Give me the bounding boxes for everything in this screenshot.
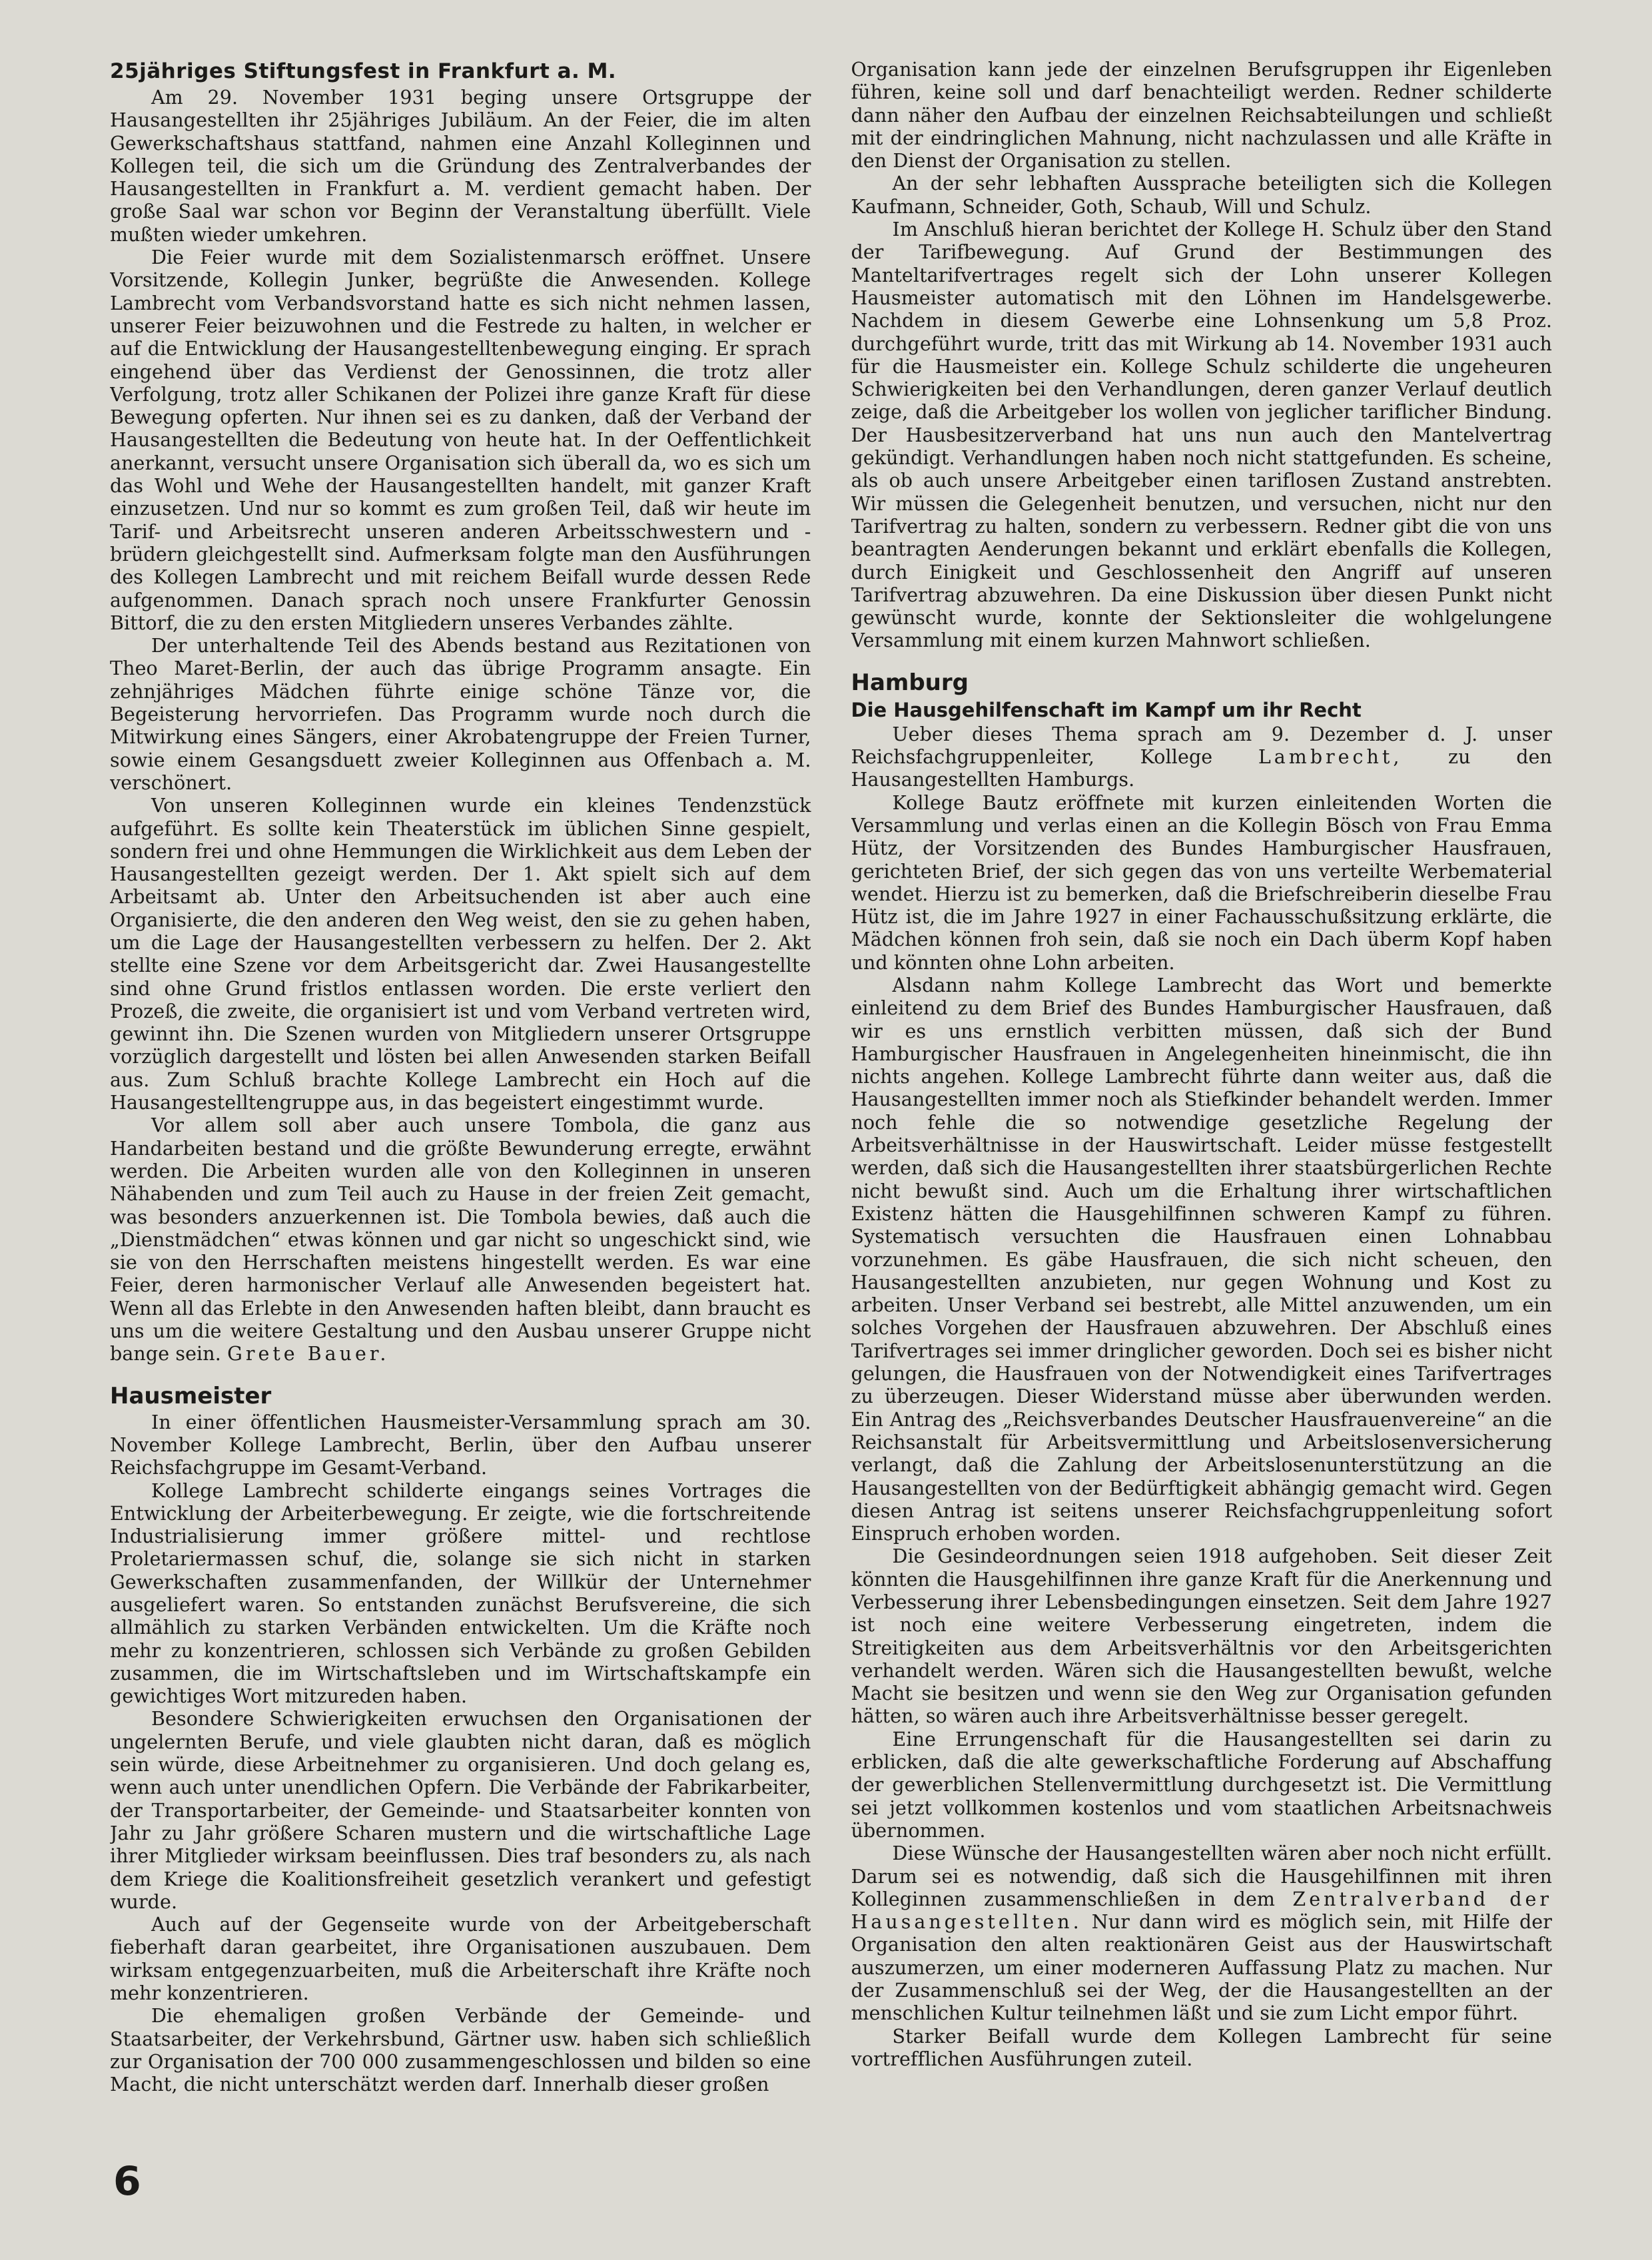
author-signature: Grete Bauer. [227,1343,390,1365]
paragraph [851,723,1553,792]
paragraph-text: Diese Wünsche der Hausangestellten wären aber noch nicht erfüllt. Darum sei es notwendig, daß sich die Hausgehilfinnen mit ihren Kolleginnen zusammenschließen in dem [851,1842,1552,1910]
spaced-name: Lambrecht, [1258,746,1403,769]
right-column [851,59,1553,2163]
paragraph: Kollege Bautz eröffnete mit kurzen einleitenden Worten die Versammlung und verlas einen an die Kollegin Bösch von Frau Emma Hütz, der Vorsitzenden des Bundes Hamburgischer Hausfrauen, gerichteten Brief, der sich gegen das von uns verteilte Werbematerial wendet. Hierzu ist zu bemerken, daß die Briefschreiberin dieselbe Frau Hütz ist, die im Jahre 1927 in einer Fachausschußsitzung erklärte, die Mädchen können froh sein, daß sie noch ein Dach überm Kopf haben und könnten ohne Lohn arbeiten. [851,791,1552,974]
paragraph-text: Nur dann wird es möglich sein, mit Hilfe der Organisation den alten reaktionären Geist aus der Hauswirtschaft auszumerzen, um einer moderneren Auffassung Platz zu machen. Nur der Zusammenschluß sei der Weg, der die Hausangestellten an der menschlichen Kultur teilnehmen läßt und sie zum Licht empor führt. [851,1911,1552,2025]
paragraph-continued: Organisation kann jede der einzelnen Berufsgruppen ihr Eigenleben führen, keine soll und darf benachteiligt werden. Redner schilderte dann näher den Aufbau der einzelnen Reichsabteilungen und schließt mit der eindringlichen Mahnung, nicht nachzulassen und alle Kräfte in den Dienst der Organisation zu stellen. [851,59,1552,173]
left-column [110,59,811,2163]
paragraph: Eine Errungenschaft für die Hausangestellten sei darin zu erblicken, daß die alte gewerkschaftliche Forderung auf Abschaffung der gewerblichen Stellenvermittlung durchgesetzt ist. Die Vermittlung sei jetzt vollkommen kostenlos und vom staatlichen Arbeitsnachweis übernommen. [851,1728,1552,1842]
paragraph: Auch auf der Gegenseite wurde von der Arbeitgeberschaft fieberhaft daran gearbeitet, ihre Organisationen auszubauen. Dem wirksam entgegenzuarbeiten, muß die Arbeiterschaft ihre Kräfte noch mehr konzentrieren. [110,1914,811,2005]
paragraph: Von unseren Kolleginnen wurde ein kleines Tendenzstück aufgeführt. Es sollte kein Theaterstück im üblichen Sinne gespielt, sondern frei und ohne Hemmungen die Wirklichkeit aus dem Leben der Hausangestellten gezeigt werden. Der 1. Akt spielt sich auf dem Arbeitsamt ab. Unter den Arbeitsuchenden ist aber auch eine Organisierte, die den anderen den Weg weist, den sie zu gehen haben, um die Lage der Hausangestellten verbessern zu helfen. Der 2. Akt stellte eine Szene vor dem Arbeitsgericht dar. Zwei Hausangestellte sind ohne Grund fristlos entlassen worden. Die erste verliert den Prozeß, die zweite, die organisiert ist und vom Verband vertreten wird, gewinnt ihn. Die Szenen wurden von Mitgliedern unserer Ortsgruppe vorzüglich dargestellt und lösten bei allen Anwesenden starken Beifall aus. Zum Schluß brachte Kollege Lambrecht ein Hoch auf die Hausangestelltengruppe aus, in das begeistert eingestimmt wurde. [110,795,811,1114]
paragraph-text: Vor allem soll aber auch unsere Tombola, die ganz aus Handarbeiten bestand und die größte Bewunderung erregte, erwähnt werden. Die Arbeiten wurden alle von den Kolleginnen in unseren Nähabenden und zum Teil auch zu Hause in der freien Zeit gemacht, was besonders anzuerkennen ist. Die Tombola bewies, daß auch die „Dienstmädchen“ etwas können und gar nicht so ungeschickt sind, wie sie von den Herrschaften meistens hingestellt werden. Es war eine Feier, deren harmonischer Verlauf alle Anwesenden begeistert hat. Wenn all das Erlebte in den Anwesenden haften bleibt, dann braucht es uns um die weitere Gestaltung und den Ausbau unserer Gruppe nicht bange sein. [110,1114,811,1365]
paragraph: Der unterhaltende Teil des Abends bestand aus Rezitationen von Theo Maret-Berlin, der auch das übrige Programm ansagte. Ein zehnjähriges Mädchen führte einige schöne Tänze vor, die Begeisterung hervorriefen. Das Programm wurde noch durch die Mitwirkung eines Sängers, einer Akrobatengruppe der Freien Turner, sowie einem Gesangsduett zweier Kolleginnen aus Offenbach a. M. verschönert. [110,635,811,794]
paragraph [851,1842,1553,2025]
spaced-organisation-name: Zentralverband der Hausangestellten. [851,1888,1552,1934]
paragraph: Am 29. November 1931 beging unsere Ortsgruppe der Hausangestellten ihr 25jähriges Jubiläum. An der Feier, die im alten Gewerkschaftshaus stattfand, nahmen eine Anzahl Kolleginnen und Kollegen teil, die sich um die Gründung des Zentralverbandes der Hausangestellten in Frankfurt a. M. verdient gemacht haben. Der große Saal war schon vor Beginn der Veranstaltung überfüllt. Viele mußten wieder umkehren. [110,87,811,246]
two-column-layout [110,59,1552,2163]
paragraph-text: Ueber dieses Thema sprach am 9. Dezember d. J. unser Reichsfachgruppenleiter, Kollege [851,723,1552,769]
paragraph: Alsdann nahm Kollege Lambrecht das Wort und bemerkte einleitend zu dem Brief des Bundes Hamburgischer Hausfrauen, daß wir es uns ernstlich verbitten müssen, daß sich der Bund Hamburgischer Hausfrauen in Angelegenheiten hineinmischt, die ihn nichts angehen. Kollege Lambrecht führte dann weiter aus, daß die Hausangestellten immer noch als Stiefkinder behandelt werden. Immer noch fehle die so notwendige gesetzliche Regelung der Arbeitsverhältnisse in der Hauswirtschaft. Leider müsse festgestellt werden, daß sich die Hausangestellten ihrer staatsbürgerlichen Rechte nicht bewußt sind. Auch um die Erhaltung ihrer wirtschaftlichen Existenz hätten die Hausgehilfinnen schweren Kampf zu führen. Systematisch versuchten die Hausfrauen einen Lohnabbau vorzunehmen. Es gäbe Hausfrauen, die sich nicht scheuen, den Hausangestellten anzubieten, nur gegen Wohnung und Kost zu arbeiten. Unser Verband sei bestrebt, alle Mittel anzuwenden, um ein solches Vorgehen der Hausfrauen abzuwehren. Der Abschluß eines Tarifvertrages sei immer dringlicher geworden. Doch sei es bisher nicht gelungen, die Hausfrauen von der Notwendigkeit eines Tarifvertrages zu überzeugen. Dieser Widerstand müsse aber überwunden werden. Ein Antrag des „Reichsverbandes Deutscher Hausfrauenvereine“ an die Reichsanstalt für Arbeitsvermittlung und Arbeitslosenversicherung verlangt, daß die Zahlung der Arbeitslosenunterstützung an die Hausangestellten von der Bedürftigkeit abhängig gemacht wird. Gegen diesen Antrag ist seitens unserer Reichsfachgruppenleitung sofort Einspruch erhoben worden. [851,974,1552,1545]
article-heading-frankfurt: 25jähriges Stiftungsfest in Frankfurt a. M. [110,59,617,83]
paragraph: Die Feier wurde mit dem Sozialistenmarsch eröffnet. Unsere Vorsitzende, Kollegin Junker, begrüßte die Anwesenden. Kollege Lambrecht vom Verbandsvorstand hatte es sich nicht nehmen lassen, unserer Feier beizuwohnen und die Festrede zu halten, in welcher er auf die Entwicklung der Hausangestelltenbewegung einging. Er sprach eingehend über das Verdienst der Genossinnen, die trotz aller Verfolgung, trotz aller Schikanen der Polizei ihre ganze Kraft für diese Bewegung opferten. Nur ihnen sei es zu danken, daß der Verband der Hausangestellten die Bedeutung von heute hat. In der Oeffentlichkeit anerkannt, versucht unsere Organisation sich überall da, wo es sich um das Wohl und Wehe der Hausangestellten handelt, mit ganzer Kraft einzusetzen. Und nur so kommt es zum großen Teil, daß wir heute im Tarif- und Arbeitsrecht unseren anderen Arbeitsschwestern und -brüdern gleichgestellt sind. Aufmerksam folgte man den Ausführungen des Kollegen Lambrecht und mit reichem Beifall wurde dessen Rede aufgenommen. Danach sprach noch unsere Frankfurter Genossin Bittorf, die zu den ersten Mitgliedern unseres Verbandes zählte. [110,246,811,634]
paragraph: An der sehr lebhaften Aussprache beteiligten sich die Kollegen Kaufmann, Schneider, Goth, Schaub, Will und Schulz. [851,173,1552,218]
article-subheading-hamburg: Die Hausgehilfenschaft im Kampf um ihr Recht [851,698,1362,721]
paragraph [110,1114,811,1365]
paragraph-text: zu den Hausangestellten Hamburgs. [851,746,1552,791]
section-heading-hamburg: Hamburg [851,669,969,696]
paragraph: Besondere Schwierigkeiten erwuchsen den Organisationen der ungelernten Berufe, und viele glaubten nicht daran, daß es möglich sein würde, diese Arbeitnehmer zu organisieren. Und doch gelang es, wenn auch unter unendlichen Opfern. Die Verbände der Fabrikarbeiter, der Transportarbeiter, der Gemeinde- und Staatsarbeiter konnten von Jahr zu Jahr größere Scharen mustern und die wirtschaftliche Lage ihrer Mitglieder wirksam beeinflussen. Dies traf besonders zu, als nach dem Kriege die Koalitionsfreiheit gesetzlich verankert und gefestigt wurde. [110,1708,811,1913]
paragraph: Die Gesindeordnungen seien 1918 aufgehoben. Seit dieser Zeit könnten die Hausgehilfinnen ihre ganze Kraft für die Anerkennung und Verbesserung ihrer Lebensbedingungen einsetzen. Seit dem Jahre 1927 ist noch eine weitere Verbesserung eingetreten, indem die Streitigkeiten aus dem Arbeitsverhältnis vor den Arbeitsgerichten verhandelt werden. Wären sich die Hausangestellten bewußt, welche Macht sie besitzen und wenn sie den Weg zur Organisation gefunden hätten, so wären auch ihre Arbeitsverhältnisse besser geregelt. [851,1545,1552,1728]
paragraph: Im Anschluß hieran berichtet der Kollege H. Schulz über den Stand der Tarifbewegung. Auf Grund der Bestimmungen des Manteltarifvertrages regelt sich der Lohn unserer Kollegen Hausmeister automatisch mit den Löhnen im Handelsgewerbe. Nachdem in diesem Gewerbe eine Lohnsenkung um 5,8 Proz. durchgeführt wurde, tritt das mit Wirkung ab 14. November 1931 auch für die Hausmeister ein. Kollege Schulz schilderte die ungeheuren Schwierigkeiten bei den Verhandlungen, deren ganzer Verlauf deutlich zeige, daß die Arbeitgeber los wollen von jeglicher tariflicher Bindung. Der Hausbesitzerverband hat uns nun auch den Mantelvertrag gekündigt. Verhandlungen haben noch nicht stattgefunden. Es scheine, als ob auch unsere Arbeitgeber einen tariflosen Zustand anstrebten. Wir müssen die Gelegenheit benutzen, und versuchen, nicht nur den Tarifvertrag zu halten, sondern zu verbessern. Redner gibt die von uns beantragten Aenderungen bekannt und erklärt ebenfalls die Kollegen, durch Einigkeit und Geschlossenheit den Angriff auf unseren Tarifvertrag abzuwehren. Da eine Diskussion über diesen Punkt nicht gewünscht wurde, konnte der Sektionsleiter die wohlgelungene Versammlung mit einem kurzen Mahnwort schließen. [851,218,1552,652]
section-heading-hausmeister: Hausmeister [110,1382,272,1409]
paragraph: Die ehemaligen großen Verbände der Gemeinde- und Staatsarbeiter, der Verkehrsbund, Gärtner usw. haben sich schließlich zur Organisation der 700 000 zusammengeschlossen und bilden so eine Macht, die nicht unterschätzt werden darf. Innerhalb dieser großen [110,2005,811,2096]
paragraph: In einer öffentlichen Hausmeister-Versammlung sprach am 30. November Kollege Lambrecht, Berlin, über den Aufbau unserer Reichsfachgruppe im Gesamt-Verband. [110,1411,811,1479]
paragraph: Kollege Lambrecht schilderte eingangs seines Vortrages die Entwicklung der Arbeiterbewegung. Er zeigte, wie die fortschreitende Industrialisierung immer größere mittel- und rechtlose Proletariermassen schuf, die, solange sie sich nicht in starken Gewerkschaften zusammenfanden, der Willkür der Unternehmer ausgeliefert waren. So entstanden zunächst Berufsvereine, die sich allmählich zu starken Verbänden entwickelten. Um die Kräfte noch mehr zu konzentrieren, schlossen sich Verbände zu großen Gebilden zusammen, die im Wirtschaftsleben und im Wirtschaftskampfe ein gewichtiges Wort mitzureden haben. [110,1479,811,1708]
paragraph: Starker Beifall wurde dem Kollegen Lambrecht für seine vortrefflichen Ausführungen zuteil. [851,2025,1552,2070]
page-number: 6 [113,2158,141,2205]
